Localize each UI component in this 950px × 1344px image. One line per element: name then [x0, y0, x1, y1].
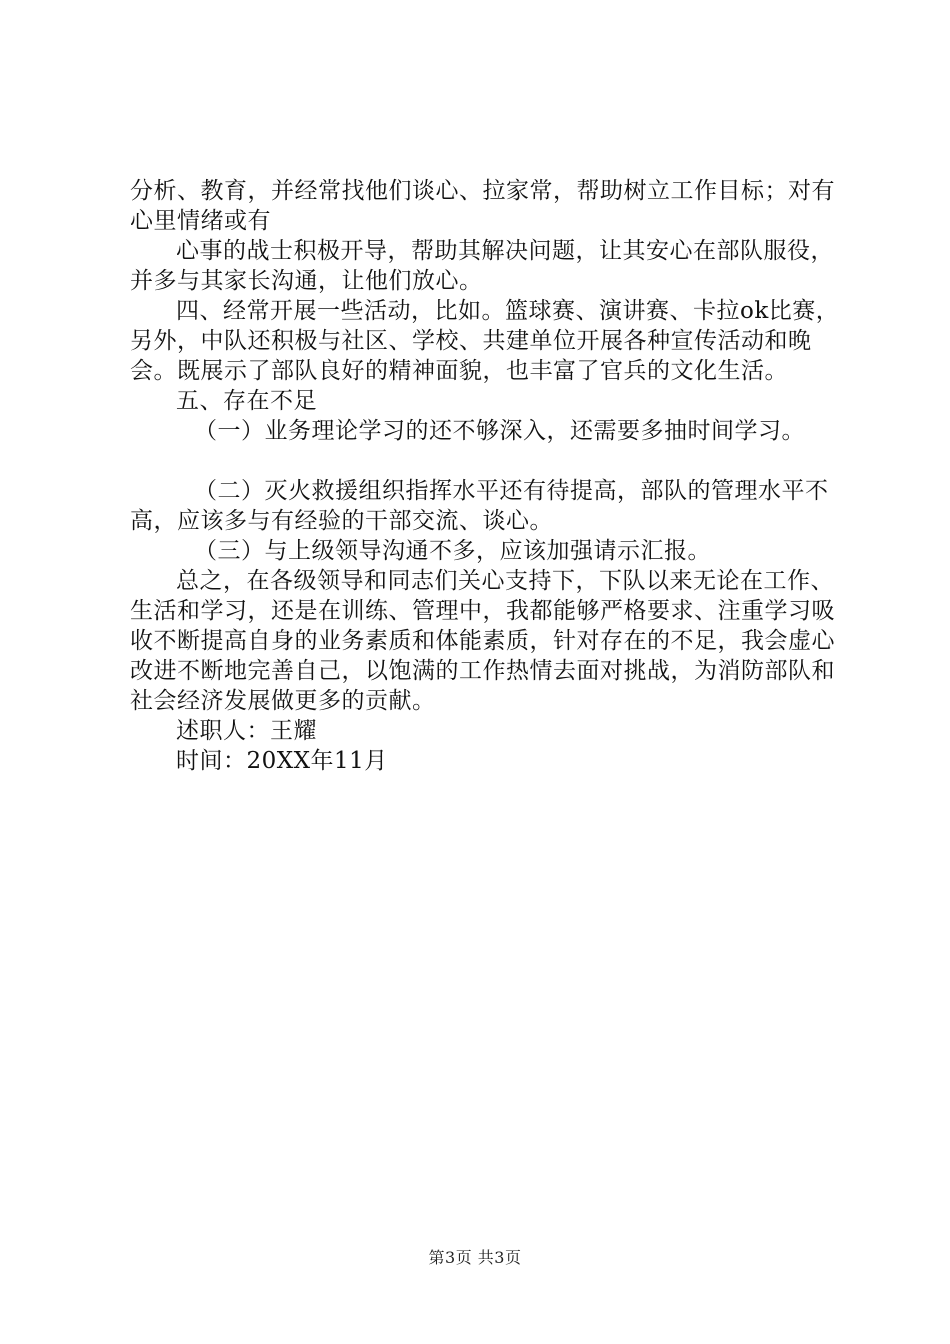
- shortcoming-item-1: （一）业务理论学习的还不够深入，还需要多抽时间学习。: [194, 418, 805, 444]
- paragraph-conclusion: 总之，在各级领导和同志们关心支持下，下队以来无论在工作、生活和学习，还是在训练、管理中，我都能够严格要求、注重学习吸收不断提高自身的业务素质和体能素质，针对存在的不足，我会虚心改进不断地完善自己，以饱满的工作热情去面对挑战，为消防部队和社会经济发展做更多的贡献。: [130, 568, 835, 714]
- paragraph-analysis: 分析、教育，并经常找他们谈心、拉家常，帮助树立工作目标；对有心里情绪或有: [130, 178, 835, 234]
- page-footer: 第3页 共3页: [428, 1248, 522, 1267]
- shortcoming-item-3: （三）与上级领导沟通不多，应该加强请示汇报。: [194, 538, 711, 564]
- signature-date: 时间：20XX年11月: [176, 748, 388, 774]
- paragraph-activities: 四、经常开展一些活动，比如。篮球赛、演讲赛、卡拉ok比赛，另外，中队还积极与社区、学校、共建单位开展各种宣传活动和晚会。既展示了部队良好的精神面貌，也丰富了官兵的文化生活。: [130, 298, 840, 384]
- section-heading-shortcomings: 五、存在不足: [176, 388, 317, 414]
- blank-line: [130, 446, 850, 476]
- shortcoming-item-2: （二）灭火救援组织指挥水平还有待提高，部队的管理水平不高，应该多与有经验的干部交流、谈心。: [130, 478, 829, 534]
- document-body: [130, 176, 850, 776]
- signature-author: 述职人：王耀: [176, 718, 317, 744]
- paragraph-counseling: 心事的战士积极开导，帮助其解决问题，让其安心在部队服役，并多与其家长沟通，让他们放心。: [130, 238, 834, 294]
